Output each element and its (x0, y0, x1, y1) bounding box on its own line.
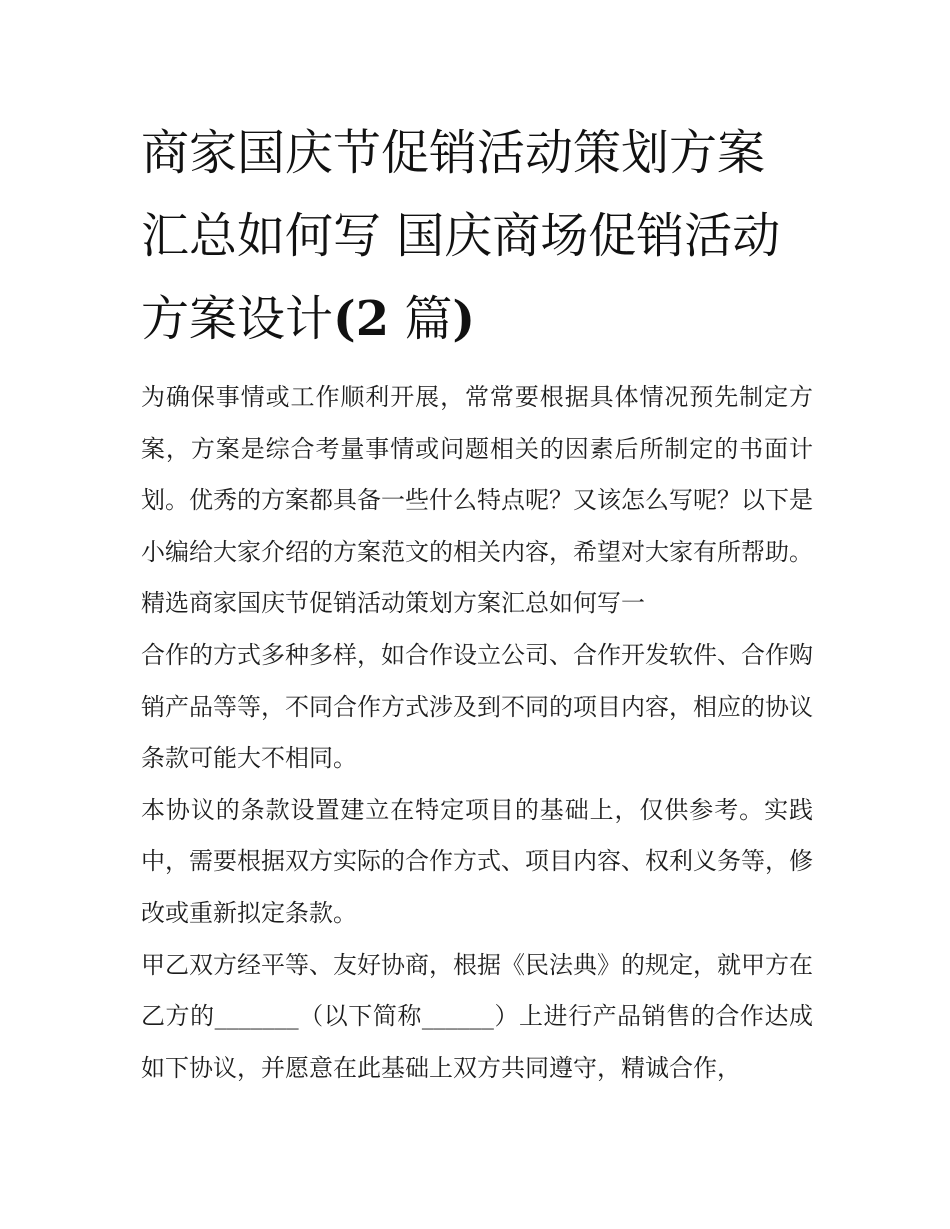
title-line-2: 汇总如何写 国庆商场促销活动 (141, 208, 781, 264)
document-title (141, 112, 813, 361)
title-line-1: 商家国庆节促销活动策划方案 (141, 125, 766, 181)
title-line-3-bold: (2 (333, 291, 390, 347)
intro-paragraph: 为确保事情或工作顺利开展，常常要根据具体情况预先制定方案，方案是综合考量事情或问题相关的因素后所制定的书面计划。优秀的方案都具备一些什么特点呢？又该怎么写呢？以下是小编给大家介绍的方案范文的相关内容，希望对大家有所帮助。 (141, 383, 813, 566)
body-paragraph-3: 甲乙双方经平等、友好协商，根据《民法典》的规定，就甲方在乙方的_______（以下简称______）上进行产品销售的合作达成如下协议，并愿意在此基础上双方共同遵守，精诚合作， (141, 950, 813, 1082)
body-paragraph-2: 本协议的条款设置建立在特定项目的基础上，仅供参考。实践中，需要根据双方实际的合作方式、项目内容、权利义务等，修改或重新拟定条款。 (141, 795, 813, 927)
document-body (141, 372, 813, 1094)
body-paragraph-1: 合作的方式多种多样，如合作设立公司、合作开发软件、合作购销产品等等，不同合作方式涉及到不同的项目内容，相应的协议条款可能大不相同。 (141, 640, 813, 773)
title-line-3-prefix: 方案设计 (141, 291, 334, 347)
document-page (141, 112, 813, 1094)
title-line-3-suffix: ) (452, 291, 476, 347)
section-heading: 精选商家国庆节促销活动策划方案汇总如何写一 (141, 589, 645, 618)
title-line-3-mid: 篇 (389, 291, 453, 347)
